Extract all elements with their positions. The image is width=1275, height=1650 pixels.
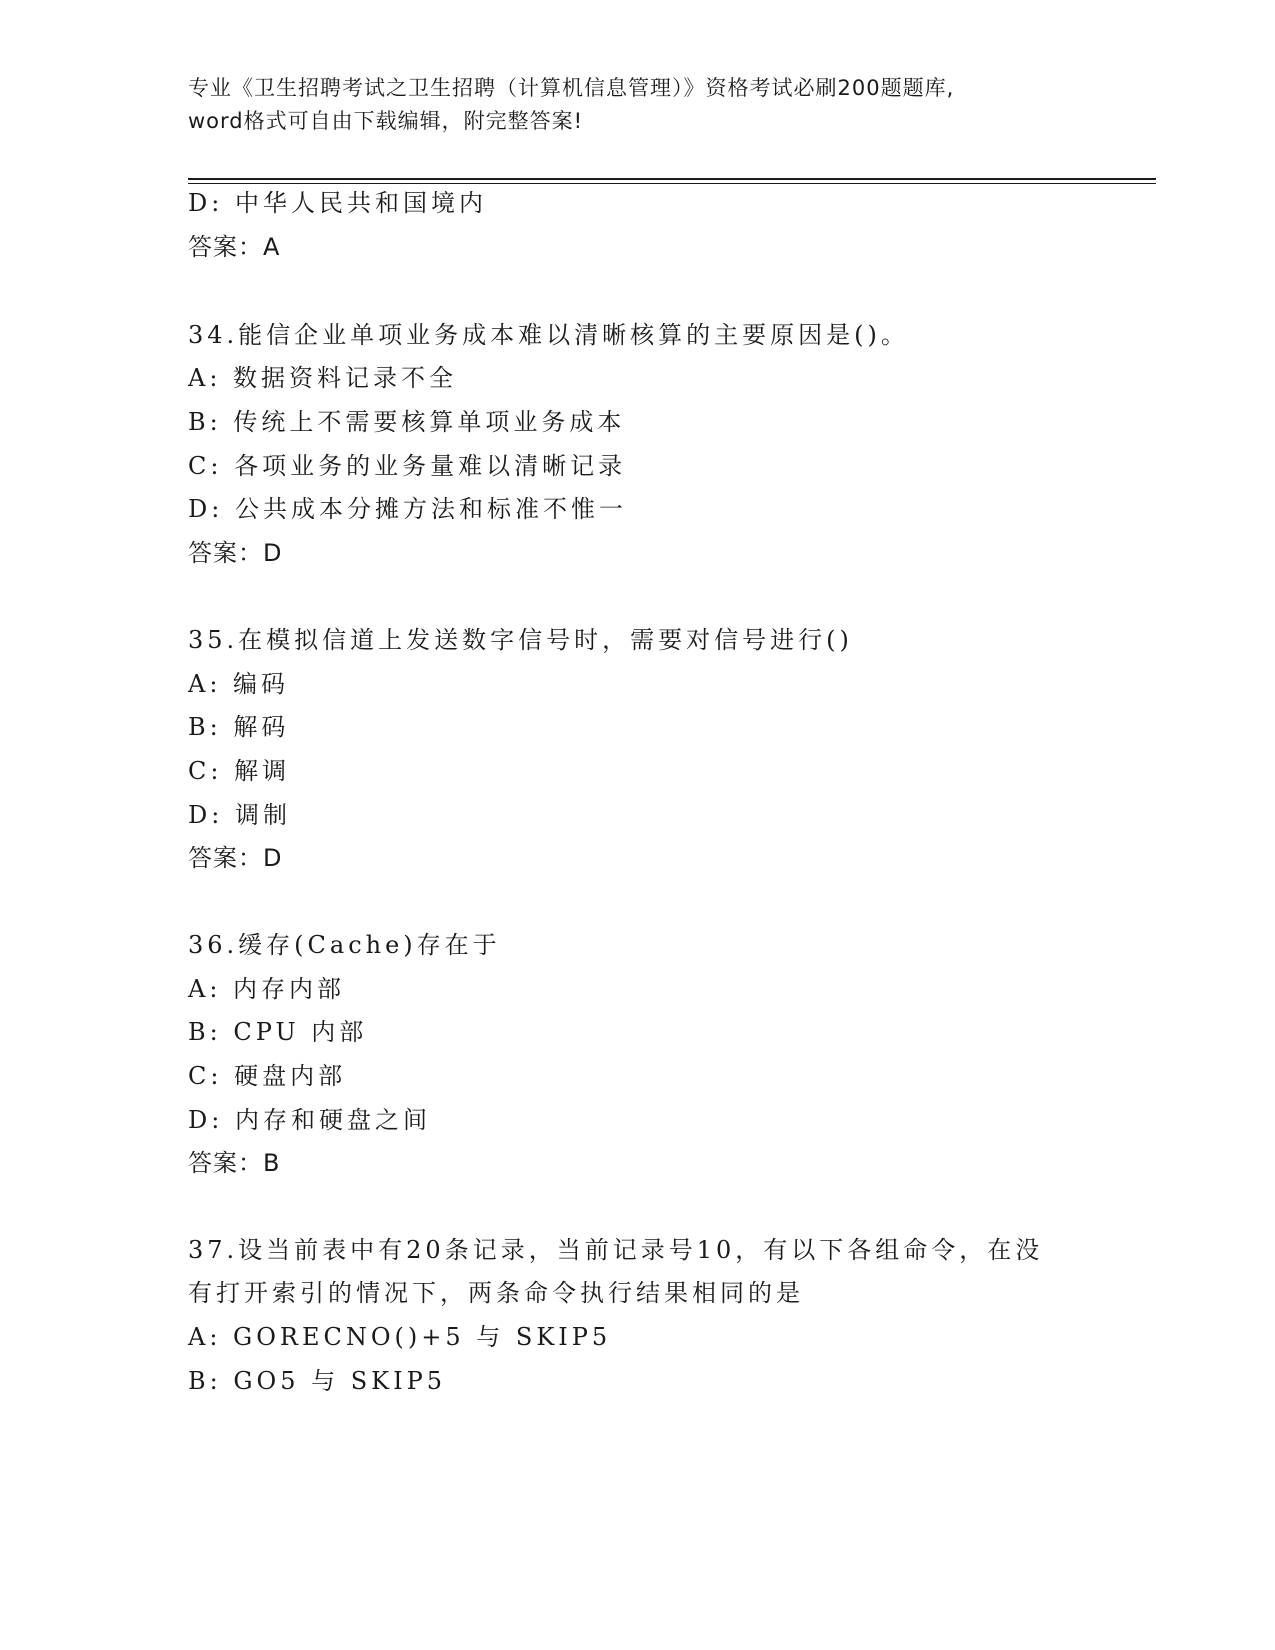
option-line: A: GORECNO()+5 与 SKIP5: [188, 1323, 612, 1351]
question-stem: 36.缓存(Cache)存在于: [188, 931, 501, 959]
question-stem: 35.在模拟信道上发送数字信号时，需要对信号进行(): [188, 626, 853, 654]
option-line: C: 解调: [188, 757, 291, 785]
option-line: B: GO5 与 SKIP5: [188, 1367, 446, 1395]
option-line: A: 数据资料记录不全: [188, 364, 458, 392]
option-line: A: 内存内部: [188, 975, 346, 1003]
option-line: C: 硬盘内部: [188, 1062, 347, 1090]
header-divider-thin: [188, 183, 1156, 184]
option-line: D: 中华人民共和国境内: [188, 189, 487, 217]
question-stem: 37.设当前表中有20条记录，当前记录号10，有以下各组命令，在没: [188, 1236, 1044, 1264]
answer-line: 答案：A: [188, 233, 281, 261]
question-stem: 34.能信企业单项业务成本难以清晰核算的主要原因是()。: [188, 321, 909, 349]
answer-line: 答案：D: [188, 844, 283, 872]
option-line: B: CPU 内部: [188, 1018, 368, 1046]
answer-line: 答案：B: [188, 1149, 281, 1177]
question-stem-continued: 有打开索引的情况下，两条命令执行结果相同的是: [188, 1279, 804, 1307]
option-line: D: 公共成本分摊方法和标准不惟一: [188, 495, 627, 523]
header-divider-thick: [188, 178, 1156, 180]
option-line: C: 各项业务的业务量难以清晰记录: [188, 452, 627, 480]
option-line: B: 解码: [188, 713, 290, 741]
option-line: B: 传统上不需要核算单项业务成本: [188, 408, 626, 436]
header-title-line-1: 专业《卫生招聘考试之卫生招聘（计算机信息管理）》资格考试必刷200题题库,: [188, 76, 955, 100]
answer-line: 答案：D: [188, 539, 283, 567]
header-title-line-2: word格式可自由下载编辑，附完整答案!: [188, 109, 584, 133]
option-line: A: 编码: [188, 670, 290, 698]
option-line: D: 调制: [188, 801, 291, 829]
option-line: D: 内存和硬盘之间: [188, 1106, 431, 1134]
document-header: [188, 72, 1088, 138]
